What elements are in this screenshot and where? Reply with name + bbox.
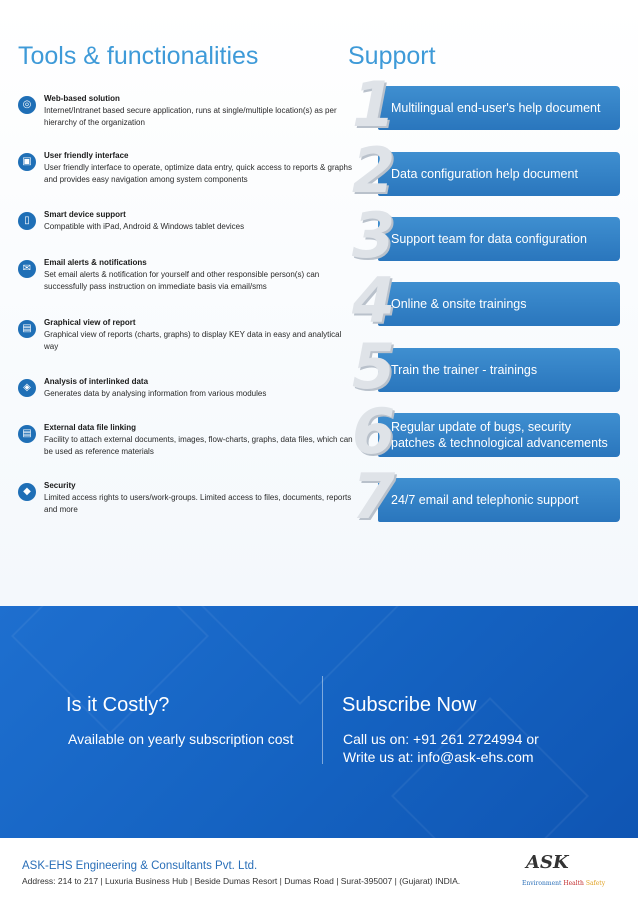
- tablet-icon: ▯: [18, 212, 36, 230]
- support-text: Train the trainer - trainings: [391, 363, 538, 377]
- company-address: Address: 214 to 217 | Luxuria Business Hub | Beside Dumas Resort | Dumas Road | Surat-395007 | (Gujarat) INDIA.: [22, 876, 461, 886]
- support-number: 2: [352, 134, 396, 207]
- feature-desc: User friendly interface to operate, optimize data entry, quick access to reports & graphs and provides easy navigation among system components: [44, 163, 352, 184]
- subscribe-phone: Call us on: +91 261 2724994 or: [343, 731, 539, 747]
- feature-title: Email alerts & notifications: [44, 258, 147, 267]
- support-number: 5: [352, 330, 396, 403]
- tools-heading: Tools & functionalities: [18, 42, 259, 70]
- logo-tagline: [522, 880, 605, 887]
- logo-health: Health: [563, 880, 584, 887]
- lock-icon: ◆: [18, 483, 36, 501]
- feature-title: Analysis of interlinked data: [44, 377, 149, 386]
- network-icon: ◈: [18, 379, 36, 397]
- support-item-6: [352, 395, 620, 468]
- globe-icon: ◎: [18, 96, 36, 114]
- feature-title: Security: [44, 481, 76, 490]
- background-pattern: [201, 606, 399, 705]
- monitor-icon: ▣: [18, 153, 36, 171]
- feature-desc: Compatible with iPad, Android & Windows tablet devices: [44, 222, 245, 231]
- costly-text: Available on yearly subscription cost: [68, 731, 294, 747]
- feature-title: User friendly interface: [44, 151, 129, 160]
- support-text: 24/7 email and telephonic support: [391, 493, 579, 507]
- support-number: 4: [352, 264, 396, 337]
- logo-environment: Environment: [522, 880, 562, 887]
- support-text: Regular update of bugs, security patches & technological advancements: [391, 420, 608, 450]
- support-text: Support team for data configuration: [391, 232, 587, 246]
- panel-divider: [322, 676, 323, 764]
- costly-heading: Is it Costly?: [66, 694, 170, 716]
- support-item-7: [352, 460, 620, 533]
- company-logo: [522, 852, 622, 892]
- feature-title: Graphical view of report: [44, 318, 136, 327]
- feature-desc: Internet/Intranet based secure application, runs at single/multiple location(s) as per hierarchy of the organization: [44, 106, 337, 127]
- logo-mark: ASK: [526, 852, 569, 873]
- feature-title: External data file linking: [44, 423, 137, 432]
- support-text: Online & onsite trainings: [391, 297, 527, 311]
- subscribe-heading: Subscribe Now: [342, 694, 477, 716]
- footer: [0, 838, 638, 902]
- feature-title: Web-based solution: [44, 94, 120, 103]
- envelope-icon: ✉: [18, 260, 36, 278]
- logo-safety: Safety: [585, 880, 606, 887]
- support-number: 1: [352, 68, 396, 141]
- support-item-2: [352, 134, 620, 207]
- subscription-panel: [0, 606, 638, 838]
- support-heading: Support: [348, 42, 436, 70]
- feature-desc: Limited access rights to users/work-groups. Limited access to files, documents, reports and more: [44, 493, 352, 514]
- background-pattern: [391, 697, 589, 838]
- support-item-1: [352, 68, 620, 141]
- feature-desc: Generates data by analysing information from various modules: [44, 389, 267, 398]
- chart-icon: ▤: [18, 320, 36, 338]
- support-number: 3: [352, 199, 396, 272]
- support-number: 6: [352, 395, 396, 468]
- feature-title: Smart device support: [44, 210, 126, 219]
- support-text: Multilingual end-user's help document: [391, 101, 601, 115]
- support-item-5: [352, 330, 620, 403]
- feature-desc: Facility to attach external documents, images, flow-charts, graphs, data files, which can be used as reference materials: [44, 435, 353, 456]
- document-link-icon: ▤: [18, 425, 36, 443]
- subscribe-email[interactable]: Write us at: info@ask-ehs.com: [343, 749, 534, 765]
- support-item-4: [352, 264, 620, 337]
- company-name: ASK-EHS Engineering & Consultants Pvt. Ltd.: [22, 860, 258, 872]
- support-text: Data configuration help document: [391, 167, 578, 181]
- support-item-3: [352, 199, 620, 272]
- support-number: 7: [352, 460, 396, 533]
- feature-desc: Set email alerts & notification for yourself and other responsible person(s) can successfully pass instruction on immediate basis via email/sms: [44, 270, 320, 291]
- feature-desc: Graphical view of reports (charts, graphs) to display KEY data in easy and analytical way: [44, 330, 342, 351]
